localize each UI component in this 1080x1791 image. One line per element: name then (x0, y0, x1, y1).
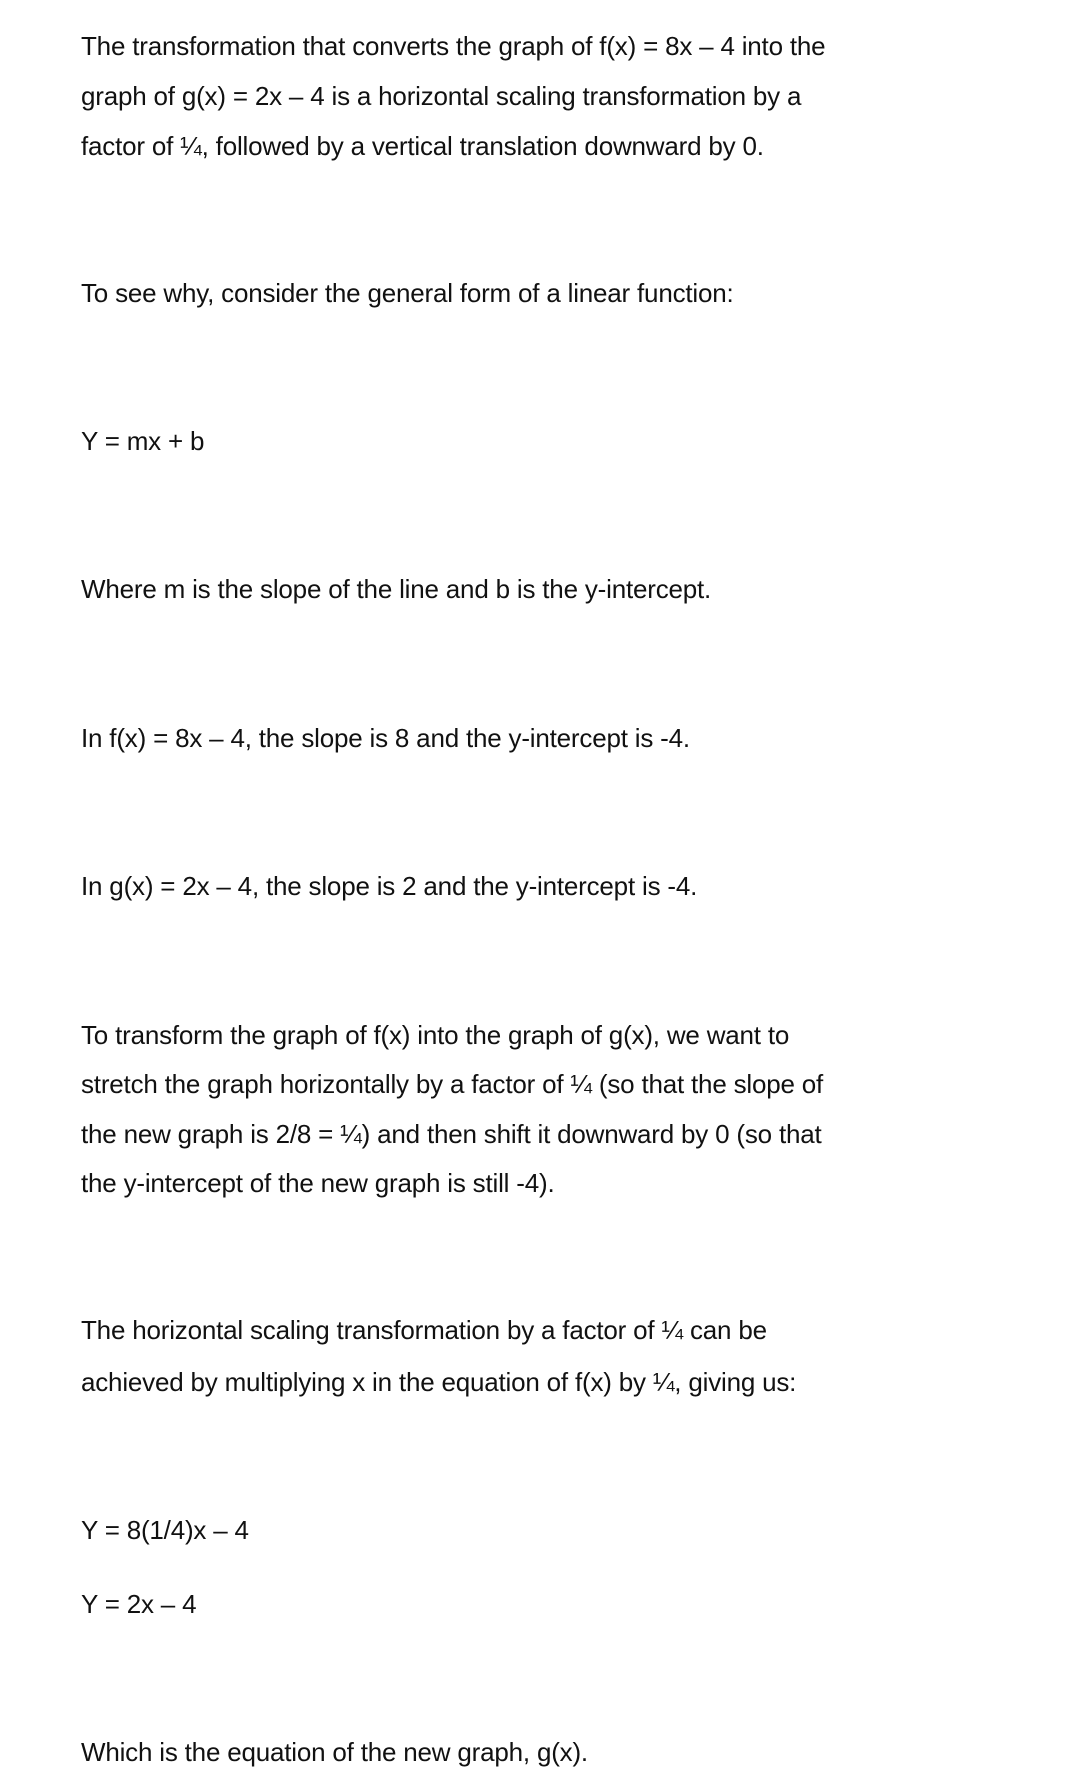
equation: Y = 2x – 4 (81, 1589, 197, 1619)
equation: Y = mx + b (81, 426, 205, 456)
text-line: In g(x) = 2x – 4, the slope is 2 and the y-intercept is -4. (81, 871, 698, 901)
text-line: Which is the equation of the new graph, g(x). (81, 1737, 588, 1767)
text-line: The horizontal scaling transformation by a factor of ¼ can be (81, 1315, 767, 1345)
text-line: stretch the graph horizontally by a factor of ¼ (so that the slope of (81, 1069, 824, 1099)
equation: Y = 8(1/4)x – 4 (81, 1515, 249, 1545)
text-line: graph of g(x) = 2x – 4 is a horizontal scaling transformation by a (81, 81, 802, 111)
text-line: In f(x) = 8x – 4, the slope is 8 and the y-intercept is -4. (81, 723, 690, 753)
text-line: To transform the graph of f(x) into the graph of g(x), we want to (81, 1020, 790, 1050)
text-line: factor of ¼, followed by a vertical translation downward by 0. (81, 131, 764, 161)
text-line: To see why, consider the general form of a linear function: (81, 278, 734, 308)
text-line: Where m is the slope of the line and b is the y-intercept. (81, 574, 712, 604)
text-line: the y-intercept of the new graph is still -4). (81, 1168, 555, 1198)
text-line: achieved by multiplying x in the equation of f(x) by ¼, giving us: (81, 1367, 797, 1397)
text-line: The transformation that converts the graph of f(x) = 8x – 4 into the (81, 31, 826, 61)
text-line: the new graph is 2/8 = ¼) and then shift it downward by 0 (so that (81, 1119, 822, 1149)
